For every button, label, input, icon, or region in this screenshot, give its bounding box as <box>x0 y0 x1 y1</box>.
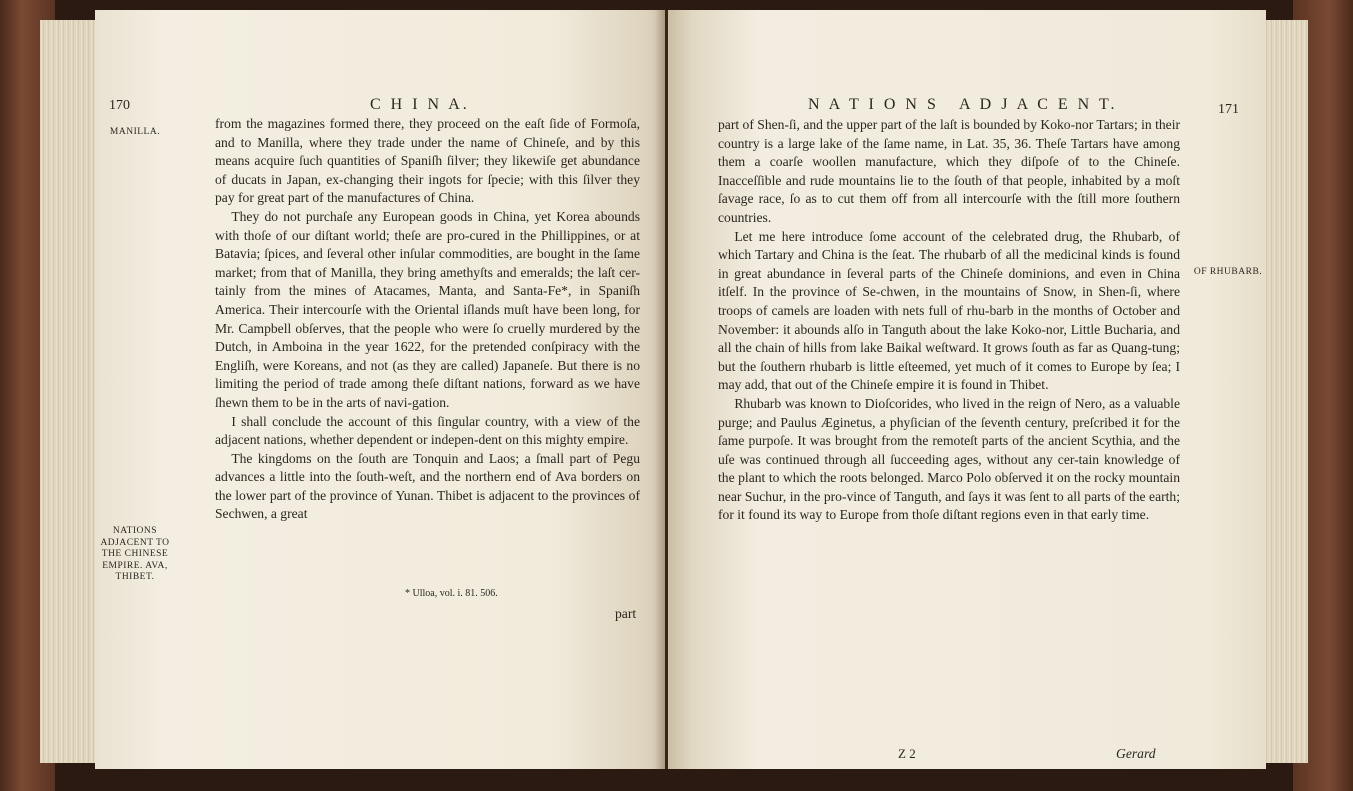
left-page <box>95 10 665 769</box>
page-number: 170 <box>109 98 130 113</box>
page-edges-left <box>40 20 100 763</box>
paragraph: Rhubarb was known to Dioſcorides, who lived in the reign of Nero, as a valuable purge; and Paulus Æginetus, a phyſician of the ſeventh century, preſcribed it for the ſame purpoſe. It was brought from the remoteſt parts of the ancient Scythia, and the uſe was continued through all ſucceeding ages, without any cer-tain knowledge of the plant to which the roots belonged. Marco Polo obſerved it on the rocky mountain near Suchur, in the pro-vince of Tanguth, and ſays it was ſent to all parts of the earth; for it found its way to Europe from thoſe diſtant regions even in that early time. <box>718 395 1180 523</box>
page-number: 171 <box>1218 102 1239 117</box>
right-body <box>718 116 1180 525</box>
paragraph: They do not purchaſe any European goods in China, yet Korea abounds with thoſe of our diſtant world; theſe are pro-cured in the Phillippines, or at Batavia; ſpices, and ſeveral other inſular commodities, are bought in the ſame market; from that of Manilla, they bring amethyſts and emeralds; the laſt cer-tainly from the mines of Atacames, Manta, and Santa-Fe*, in Spaniſh America. Their intercourſe with the Oriental iſlands muſt have been long, for Mr. Campbell obſerves, that the people who were ſo cruelly murdered by the Dutch, in Amboina in the year 1622, for the pretended conſpiracy with the Engliſh, were Koreans, and not (as they are called) Japaneſe. But there is no limiting the period of trade among theſe diſtant nations, forward as we have ſhewn them to be in the arts of navi-gation. <box>215 208 640 410</box>
running-head: N A T I O N S A D J A C E N T. <box>808 96 1118 113</box>
paragraph: I shall conclude the account of this ſingular country, with a view of the adjacent nations, whether dependent or indepen-dent on this mighty empire. <box>215 413 640 448</box>
paragraph: Let me here introduce ſome account of the celebrated drug, the Rhubarb, of which Tartary and China is the ſeat. The rhubarb of all the medicinal kinds is found in great abundance in ſeveral parts of the Chineſe dominions, and even in China itſelf. In the province of Se-chwen, in the mountains of Snow, in Shen-ſi, where troops of camels are loaden with nets full of rhu-barb in the months of October and November: it abounds alſo in Tanguth about the lake Koko-nor, Little Bucharia, and all the chain of hills from lake Baikal weſtward. It grows ſouth as far as Quang-tung; but the ſouthern rhubarb is little eſteemed, yet much of it comes to Europe by ſea; I may add, that out of the Chineſe empire it is found in Thibet. <box>718 228 1180 393</box>
catchword: part <box>615 606 637 621</box>
footnote: * Ulloa, vol. i. 81. 506. <box>405 588 498 599</box>
right-page <box>668 10 1266 769</box>
left-body <box>215 115 640 524</box>
running-head: C H I N A. <box>370 96 470 113</box>
paragraph: from the magazines formed there, they proceed on the eaſt ſide of Formoſa, and to Manilla, where they trade under the name of Chineſe, and by this means acquire ſuch quantities of Spaniſh ſilver; they likewiſe get abundance of ducats in Japan, ex-changing their ingots for ſpecie; with this ſilver they pay for great part of the manufactures of China. <box>215 116 640 206</box>
paragraph: part of Shen-ſi, and the upper part of the laſt is bounded by Koko-nor Tartars; in their country is a large lake of the ſame name, in Lat. 35, 36. Theſe Tartars have among them a coarſe woollen manufacture, which they diſpoſe of to the Chineſe. Inacceſſible and rude mountains lie to the ſouth of that people, inhabited by a moſt ſavage race, ſo as to cut them off from all intercourſe with the ſtill more ſouthern countries. <box>718 117 1181 225</box>
catchword: Gerard <box>1116 746 1156 761</box>
margin-note-rhubarb: OF RHUBARB. <box>1193 267 1263 277</box>
margin-note-nations: NATIONS ADJACENT TO THE CHINESE EMPIRE. AVA, THIBET. <box>100 526 170 582</box>
paragraph: The kingdoms on the ſouth are Tonquin and Laos; a ſmall part of Pegu advances a little into the ſouth-weſt, and the northern end of Ava borders on the lower part of the province of Yunan. Thibet is adjacent to the provinces of Sechwen, a great <box>215 450 640 522</box>
signature-mark: Z 2 <box>898 746 916 761</box>
margin-note-manilla: MANILLA. <box>109 127 161 137</box>
